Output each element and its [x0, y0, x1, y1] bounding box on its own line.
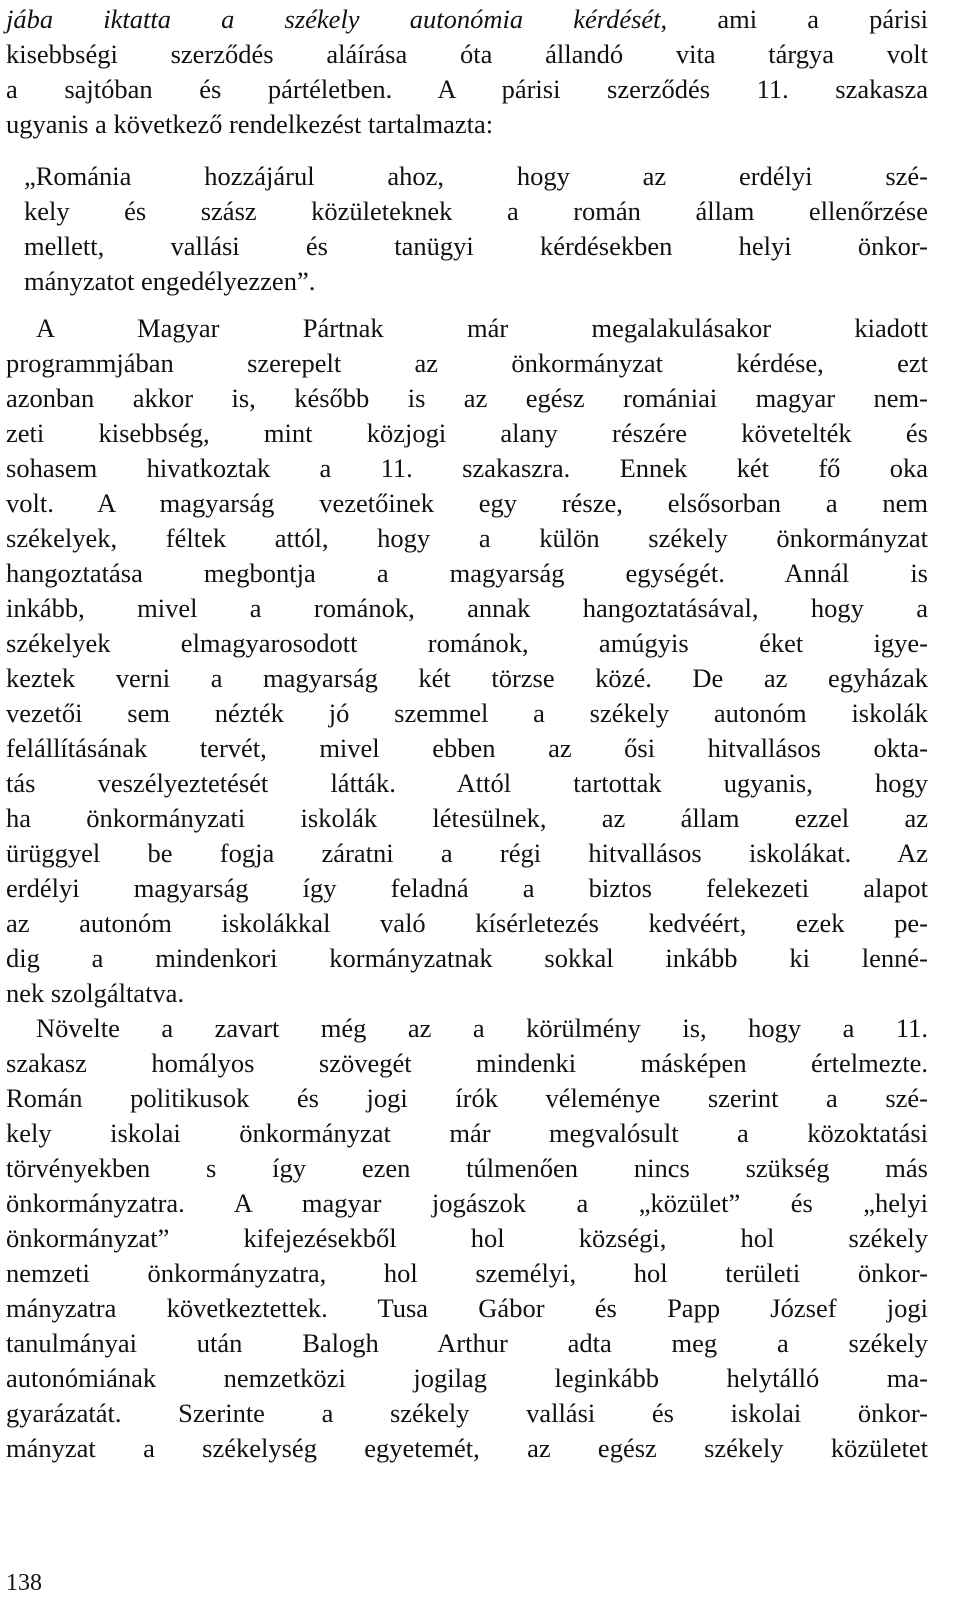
paragraph-2-line: Román politikusok és jogi írók véleménye szerint a szé- — [6, 1083, 928, 1113]
paragraph-1-line: inkább, mivel a románok, annak hangoztatásával, hogy a — [6, 593, 928, 623]
paragraph-1-line: programmjában szerepelt az önkormányzat kérdése, ezt — [6, 348, 928, 378]
intro-line-1-regular: ami a párisi — [667, 4, 929, 34]
paragraph-2-line: gyarázatát. Szerinte a székely vallási és iskolai önkor- — [6, 1398, 928, 1428]
paragraph-1-line: erdélyi magyarság így feladná a biztos felekezeti alapot — [6, 873, 928, 903]
paragraph-1-line: ürüggyel be fogja záratni a régi hitvallásos iskolákat. Az — [6, 838, 928, 868]
spacer — [6, 299, 928, 311]
paragraph-1-line: nek szolgáltatva. — [6, 978, 185, 1008]
paragraph-1-line: zeti kisebbség, mint közjogi alany részére követelték és — [6, 418, 928, 448]
paragraph-1-line: ha önkormányzati iskolák létesülnek, az állam ezzel az — [6, 803, 928, 833]
quote-line-4: mányzatot engedélyezzen”. — [24, 266, 316, 296]
paragraph-1-line: dig a mindenkori kormányzatnak sokkal inkább ki lenné- — [6, 943, 928, 973]
paragraph-2-line: törvényekben s így ezen túlmenően nincs szükség más — [6, 1153, 928, 1183]
paragraph-1-line: tás veszélyeztetését látták. Attól tartottak ugyanis, hogy — [6, 768, 928, 798]
paragraph-1 — [6, 311, 928, 1011]
paragraph-2-line: nemzeti önkormányzatra, hol személyi, hol területi önkor- — [6, 1258, 928, 1288]
paragraph-2-line: kely iskolai önkormányzat már megvalósult a közoktatási — [6, 1118, 928, 1148]
paragraph-2-line: szakasz homályos szövegét mindenki másképen értelmezte. — [6, 1048, 928, 1078]
paragraph-1-line: volt. A magyarság vezetőinek egy része, elsősorban a nem — [6, 488, 928, 518]
paragraph-1-line: A Magyar Pártnak már megalakulásakor kiadott — [36, 313, 928, 343]
paragraph-1-line: keztek verni a magyarság két törzse közé. De az egyházak — [6, 663, 928, 693]
paragraph-2 — [6, 1011, 928, 1466]
intro-line-3: a sajtóban és pártéletben. A párisi szerződés 11. szakasza — [6, 74, 928, 104]
quote-block — [24, 159, 928, 299]
page-body-text — [6, 2, 928, 1466]
intro-line-1 — [6, 2, 928, 37]
paragraph-2-line: önkormányzatra. A magyar jogászok a „közület” és „helyi — [6, 1188, 928, 1218]
paragraph-1-line: azonban akkor is, később is az egész romániai magyar nem- — [6, 383, 928, 413]
paragraph-2-line: mányzatra következtettek. Tusa Gábor és Papp József jogi — [6, 1293, 928, 1323]
intro-line-2: kisebbségi szerződés aláírása óta állandó vita tárgya volt — [6, 39, 928, 69]
paragraph-1-line: székelyek, féltek attól, hogy a külön székely önkormányzat — [6, 523, 928, 553]
spacer — [6, 142, 928, 159]
intro-line-4: ugyanis a következő rendelkezést tartalmazta: — [6, 109, 494, 139]
quote-line-3: mellett, vallási és tanügyi kérdésekben helyi önkor- — [24, 231, 928, 261]
paragraph-2-line: Növelte a zavart még az a körülmény is, hogy a 11. — [36, 1013, 928, 1043]
paragraph-1-line: az autonóm iskolákkal való kísérletezés kedvéért, ezek pe- — [6, 908, 928, 938]
paragraph-1-line: sohasem hivatkoztak a 11. szakaszra. Ennek két fő oka — [6, 453, 928, 483]
paragraph-2-line: autonómiának nemzetközi jogilag leginkább helytálló ma- — [6, 1363, 928, 1393]
paragraph-2-line: mányzat a székelység egyetemét, az egész székely közületet — [6, 1433, 928, 1463]
page-number: 138 — [6, 1570, 42, 1596]
paragraph-1-line: vezetői sem nézték jó szemmel a székely autonóm iskolák — [6, 698, 928, 728]
paragraph-2-line: tanulmányai után Balogh Arthur adta meg a székely — [6, 1328, 928, 1358]
paragraph-1-line: székelyek elmagyarosodott románok, amúgyis éket igye- — [6, 628, 928, 658]
paragraph-2-line: önkormányzat” kifejezésekből hol községi, hol székely — [6, 1223, 928, 1253]
intro-line-1-italic: jába iktatta a székely autonómia kérdését, — [6, 4, 668, 34]
paragraph-1-line: hangoztatása megbontja a magyarság egységét. Annál is — [6, 558, 928, 588]
quote-line-2: kely és szász közületeknek a román állam ellenőrzése — [24, 196, 928, 226]
quote-line-1: „Románia hozzájárul ahoz, hogy az erdélyi szé- — [24, 161, 928, 191]
paragraph-1-line: felállításának tervét, mivel ebben az ősi hitvallásos okta- — [6, 733, 928, 763]
